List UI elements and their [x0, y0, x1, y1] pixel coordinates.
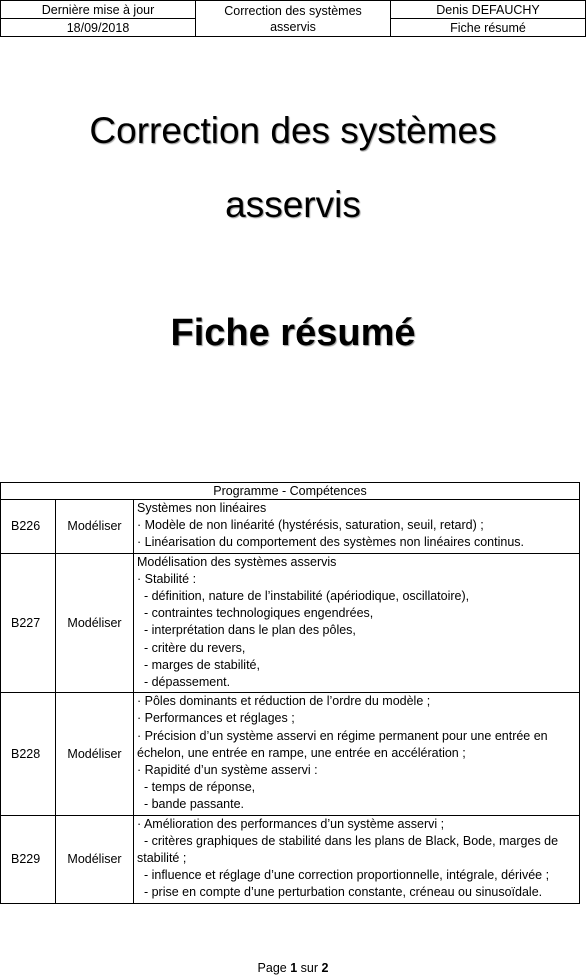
main-title-line1: Correction des systèmes — [89, 110, 497, 151]
competence-description: · Pôles dominants et réduction de l’ordre du modèle ; · Performances et réglages ; · Précision d’un système asservi en régime permanent pour une entrée en échelon, une entrée en rampe, une entrée en accélération ; · Rapidité d’un système asservi : - temps de réponse, - bande passante. — [134, 693, 580, 815]
table-row — [1, 500, 580, 554]
competence-code: B228 — [1, 693, 56, 815]
competence-description: Systèmes non linéaires · Modèle de non linéarité (hystérésis, saturation, seuil, retard) ; · Linéarisation du comportement des systèmes non linéaires continus. — [134, 500, 580, 554]
competence-verb: Modéliser — [56, 500, 134, 554]
table-row — [1, 693, 580, 815]
competence-code: B227 — [1, 553, 56, 693]
course-title — [196, 1, 391, 37]
page-current: 1 — [290, 961, 298, 975]
competence-verb: Modéliser — [56, 693, 134, 815]
page-total: 2 — [321, 961, 329, 975]
page-prefix: Page — [257, 961, 287, 975]
table-row — [1, 553, 580, 693]
doc-type: Fiche résumé — [391, 19, 586, 37]
author: Denis DEFAUCHY — [391, 1, 586, 19]
competence-code: B226 — [1, 500, 56, 554]
competence-code: B229 — [1, 815, 56, 903]
competence-description: · Amélioration des performances d’un système asservi ; - critères graphiques de stabilité dans les plans de Black, Bode, marges de stabilité ; - influence et réglage d’une correction proportionnelle, intégrale, dérivée ; - prise en compte d’une perturbation constante, créneau ou sinusoïdale. — [134, 815, 580, 903]
course-title-line1: Correction des systèmes — [224, 3, 362, 18]
subtitle: Fiche résumé — [170, 312, 416, 354]
course-title-line2: asservis — [270, 19, 316, 34]
page-number — [0, 961, 586, 975]
competences-heading: Programme - Compétences — [1, 483, 580, 500]
main-title-line2: asservis — [225, 184, 361, 225]
table-row — [1, 815, 580, 903]
document-header — [0, 0, 586, 37]
last-update-date: 18/09/2018 — [1, 19, 196, 37]
competence-verb: Modéliser — [56, 553, 134, 693]
competence-verb: Modéliser — [56, 815, 134, 903]
competences-table — [0, 482, 580, 904]
last-update-label: Dernière mise à jour — [1, 1, 196, 19]
page-sep: sur — [300, 961, 319, 975]
competence-description: Modélisation des systèmes asservis · Stabilité : - définition, nature de l’instabilité (apériodique, oscillatoire), - contraintes technologiques engendrées, - interprétation dans le plan des pôles, - critère du revers, - marges de stabilité, - dépassement. — [134, 553, 580, 693]
